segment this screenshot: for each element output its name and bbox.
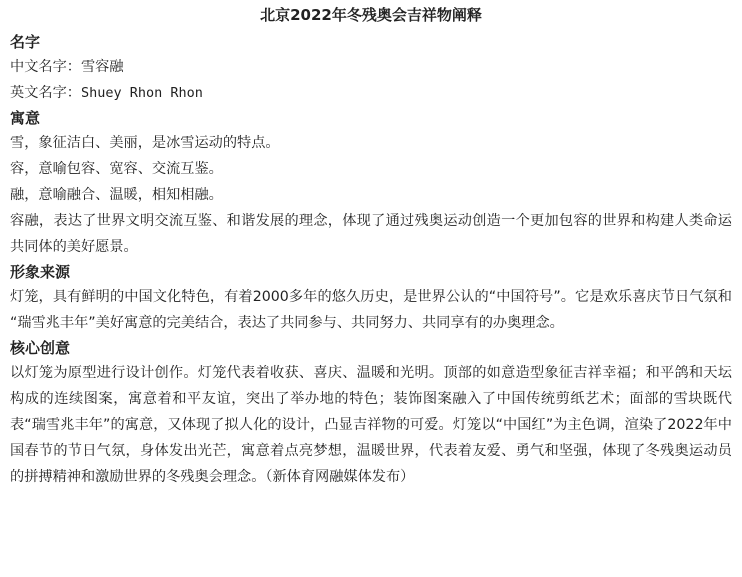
chinese-name-label: 中文名字： <box>10 59 81 75</box>
english-name-label: 英文名字： <box>10 85 81 101</box>
meaning-line-rong: 容，意喻包容、宽容、交流互鉴。 <box>10 161 223 177</box>
section-heading-creative: 核心创意 <box>10 339 71 357</box>
chinese-name-row <box>10 54 732 80</box>
section-creative <box>10 336 732 490</box>
section-meaning <box>10 106 732 260</box>
section-name <box>10 30 732 106</box>
section-heading-origin: 形象来源 <box>10 263 71 281</box>
meaning-line-xue: 雪，象征洁白、美丽，是冰雪运动的特点。 <box>10 135 280 151</box>
meaning-line-rong2: 融，意喻融合、温暖，相知相融。 <box>10 187 223 203</box>
english-name-value: Shuey Rhon Rhon <box>80 85 203 101</box>
section-heading-meaning: 寓意 <box>10 109 41 127</box>
section-heading-name: 名字 <box>10 33 41 51</box>
origin-paragraph: 灯笼，具有鲜明的中国文化特色，有着2000多年的悠久历史，是世界公认的“中国符号”。它是欢乐喜庆节日气氛和 “瑞雪兆丰年”美好寓意的完美结合，表达了共同参与、共同努力、共同享有的办奥理念。 <box>10 289 732 331</box>
english-name-row <box>10 80 732 106</box>
document <box>10 0 732 490</box>
meaning-summary: 容融，表达了世界文明交流互鉴、和谐发展的理念，体现了通过残奥运动创造一个更加包容的世界和构建人类命运共同体的美好愿景。 <box>10 213 732 255</box>
document-title: 北京2022年冬残奥会吉祥物阐释 <box>260 6 482 24</box>
chinese-name-value: 雪容融 <box>80 59 124 75</box>
creative-paragraph: 以灯笼为原型进行设计创作。灯笼代表着收获、喜庆、温暖和光明。顶部的如意造型象征吉祥幸福；和平鸽和天坛构成的连续图案，寓意着和平友谊，突出了举办地的特色；装饰图案融入了中国传统剪纸艺术；面部的雪块既代表“瑞雪兆丰年”的寓意，又体现了拟人化的设计，凸显吉祥物的可爱。灯笼以“中国红”为主色调，渲染了2022年中国春节的节日气氛，身体发出光芒，寓意着点亮梦想，温暖世界，代表着友爱、勇气和坚强，体现了冬残奥运动员的拼搏精神和激励世界的冬残奥会理念。（新体育网融媒体发布） <box>10 365 732 485</box>
section-origin <box>10 260 732 336</box>
